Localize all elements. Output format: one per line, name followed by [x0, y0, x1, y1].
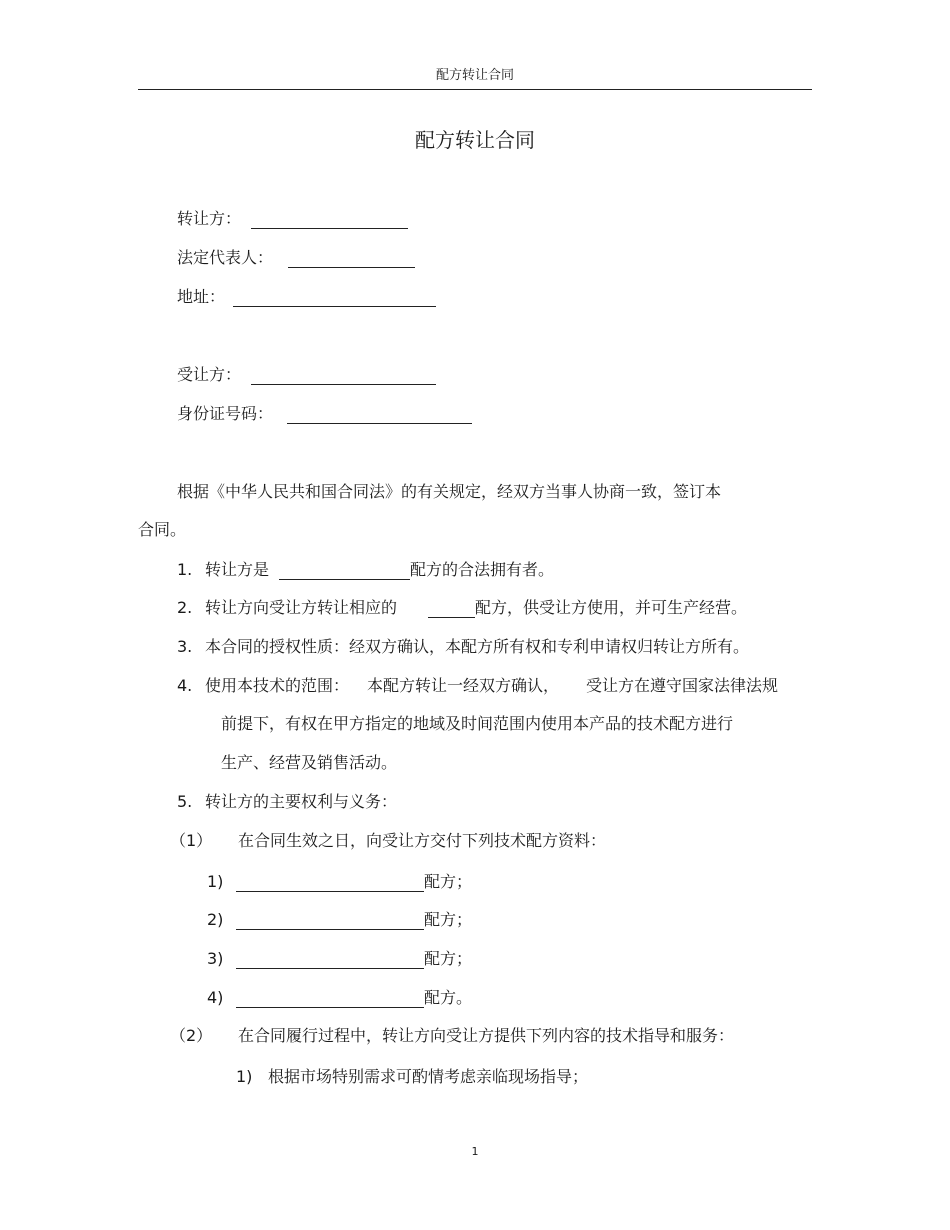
- clause-3-text: 本合同的授权性质：经双方确认，本配方所有权和专利申请权归转让方所有。: [205, 637, 750, 656]
- preamble-line-1: 根据《中华人民共和国合同法》的有关规定，经双方当事人协商一致，签订本: [177, 482, 722, 501]
- clause-2-number: 2.: [177, 598, 193, 617]
- clause-4-line-1b: 本配方转让一经双方确认，: [367, 676, 560, 695]
- id-number-label: 身份证号码：: [177, 404, 274, 423]
- clause-4-line-3: 生产、经营及销售活动。: [221, 753, 398, 772]
- id-number-blank: [287, 423, 472, 424]
- formula-item-1-suffix: 配方；: [424, 872, 473, 891]
- address-blank: [233, 306, 436, 307]
- formula-item-2-suffix: 配方；: [424, 910, 473, 929]
- subclause-2-number: （2）: [170, 1026, 213, 1045]
- service-item-1-number: 1): [236, 1067, 253, 1086]
- clause-1-number: 1.: [177, 560, 193, 579]
- clause-1-text-before: 转让方是: [205, 560, 270, 579]
- clause-4-line-1a: 使用本技术的范围：: [205, 676, 350, 695]
- clause-5-number: 5.: [177, 792, 193, 811]
- formula-item-1-blank: [236, 891, 424, 892]
- clause-2-text-before: 转让方向受让方转让相应的: [205, 598, 398, 617]
- clause-2-blank: [428, 617, 475, 618]
- document-title: 配方转让合同: [415, 128, 535, 152]
- transferor-label: 转让方：: [177, 209, 242, 228]
- address-label: 地址：: [177, 287, 226, 306]
- clause-4-line-1c: 受让方在遵守国家法律法规: [586, 676, 779, 695]
- header-divider: [138, 89, 812, 90]
- clause-4-number: 4.: [177, 676, 193, 695]
- formula-item-2-number: 2): [207, 910, 224, 929]
- clause-4-line-2: 前提下，有权在甲方指定的地域及时间范围内使用本产品的技术配方进行: [221, 714, 734, 733]
- formula-item-3-blank: [236, 968, 424, 969]
- running-header: 配方转让合同: [435, 68, 514, 83]
- clause-2-text-after: 配方，供受让方使用，并可生产经营。: [475, 598, 748, 617]
- transferor-blank: [251, 228, 408, 229]
- clause-3-number: 3.: [177, 637, 193, 656]
- formula-item-4-blank: [236, 1007, 424, 1008]
- legal-representative-blank: [288, 267, 415, 268]
- preamble-line-2: 合同。: [138, 520, 187, 539]
- formula-item-2-blank: [236, 929, 424, 930]
- clause-1-blank: [279, 579, 410, 580]
- page-number: 1: [471, 1145, 479, 1158]
- formula-item-1-number: 1): [207, 872, 224, 891]
- formula-item-4-suffix: 配方。: [424, 988, 473, 1007]
- subclause-1-number: （1）: [170, 831, 213, 850]
- formula-item-3-number: 3): [207, 949, 224, 968]
- subclause-2-text: 在合同履行过程中，转让方向受让方提供下列内容的技术指导和服务：: [238, 1026, 735, 1045]
- clause-5-text: 转让方的主要权利与义务：: [205, 792, 398, 811]
- transferee-label: 受让方：: [177, 365, 242, 384]
- formula-item-4-number: 4): [207, 988, 224, 1007]
- formula-item-3-suffix: 配方；: [424, 949, 473, 968]
- clause-1-text-after: 配方的合法拥有者。: [410, 560, 555, 579]
- subclause-1-text: 在合同生效之日，向受让方交付下列技术配方资料：: [238, 831, 607, 850]
- service-item-1-text: 根据市场特别需求可酌情考虑亲临现场指导；: [268, 1067, 589, 1086]
- transferee-blank: [251, 384, 436, 385]
- legal-representative-label: 法定代表人：: [177, 248, 274, 267]
